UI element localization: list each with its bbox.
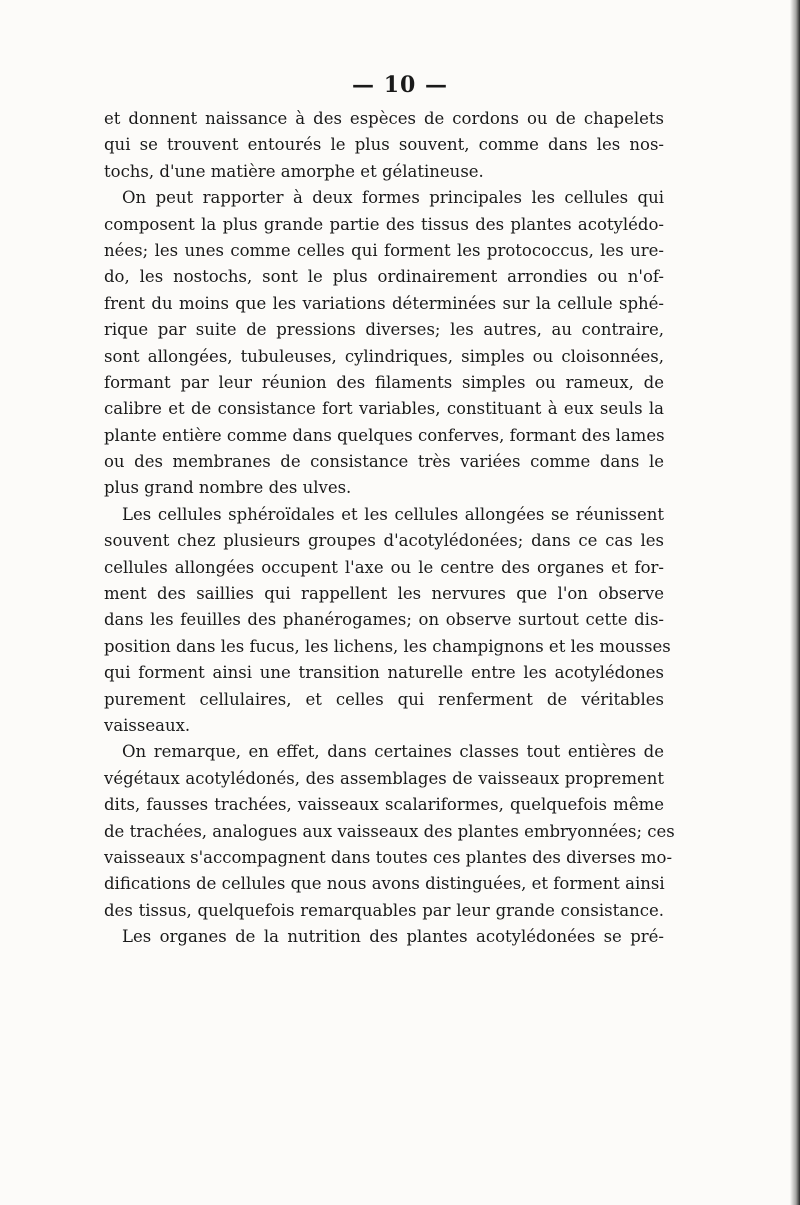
text-line: composent la plus grande partie des tissus des plantes acotylédo- xyxy=(104,214,664,234)
text-line: do, les nostochs, sont le plus ordinairement arrondies ou n'of- xyxy=(104,267,664,287)
text-line: végétaux acotylédonés, des assemblages de vaisseaux proprement xyxy=(104,768,664,788)
text-line: vaisseaux. xyxy=(104,715,191,735)
text-line: des tissus, quelquefois remarquables par leur grande consistance. xyxy=(104,900,664,920)
text-line: et donnent naissance à des espèces de cordons ou de chapelets xyxy=(104,109,664,128)
text-line: On remarque, en effet, dans certaines classes tout entières de xyxy=(122,742,664,762)
text-line: cellules allongées occupent l'axe ou le centre des organes et for- xyxy=(104,557,664,577)
text-line: dits, fausses trachées, vaisseaux scalariformes, quelquefois même xyxy=(104,795,664,815)
text-line: frent du moins que les variations déterminées sur la cellule sphé- xyxy=(104,293,664,313)
page-edge-shadow xyxy=(790,0,800,1205)
text-line: qui forment ainsi une transition naturelle entre les acotylédones xyxy=(104,663,664,683)
text-line: purement cellulaires, et celles qui renferment de véritables xyxy=(104,689,664,709)
text-line: calibre et de consistance fort variables, constituant à eux seuls la xyxy=(104,399,664,419)
text-line: rique par suite de pressions diverses; les autres, au contraire, xyxy=(104,320,664,340)
text-line: sont allongées, tubuleuses, cylindriques, simples ou cloisonnées, xyxy=(104,346,664,366)
text-line: Les cellules sphéroïdales et les cellules allongées se réunissent xyxy=(122,504,664,524)
text-line: dans les feuilles des phanérogames; on observe surtout cette dis- xyxy=(104,610,664,630)
text-line: vaisseaux s'accompagnent dans toutes ces plantes des diverses mo- xyxy=(104,847,673,867)
text-line: qui se trouvent entourés le plus souvent, comme dans les nos- xyxy=(104,135,664,155)
text-line: de trachées, analogues aux vaisseaux des plantes embryonnées; ces xyxy=(104,821,675,841)
text-line: Les organes de la nutrition des plantes acotylédonées se pré- xyxy=(122,927,664,947)
text-line: ou des membranes de consistance très variées comme dans le xyxy=(104,452,664,472)
text-line: souvent chez plusieurs groupes d'acotylédonées; dans ce cas les xyxy=(104,531,664,551)
text-line: plus grand nombre des ulves. xyxy=(104,478,352,498)
text-line: position dans les fucus, les lichens, les champignons et les mousses xyxy=(104,636,671,656)
text-line: formant par leur réunion des filaments simples ou rameux, de xyxy=(104,372,664,392)
text-line: ment des saillies qui rappellent les nervures que l'on observe xyxy=(104,584,664,604)
text-line: tochs, d'une matière amorphe et gélatineuse. xyxy=(104,161,484,181)
body-text xyxy=(104,106,675,951)
text-line: difications de cellules que nous avons distinguées, et forment ainsi xyxy=(104,874,665,894)
text-line: nées; les unes comme celles qui forment les protococcus, les ure- xyxy=(104,240,664,260)
text-line: plante entière comme dans quelques conferves, formant des lames xyxy=(104,425,665,445)
page-number: — 10 — xyxy=(352,72,448,98)
text-line: On peut rapporter à deux formes principales les cellules qui xyxy=(122,188,664,208)
